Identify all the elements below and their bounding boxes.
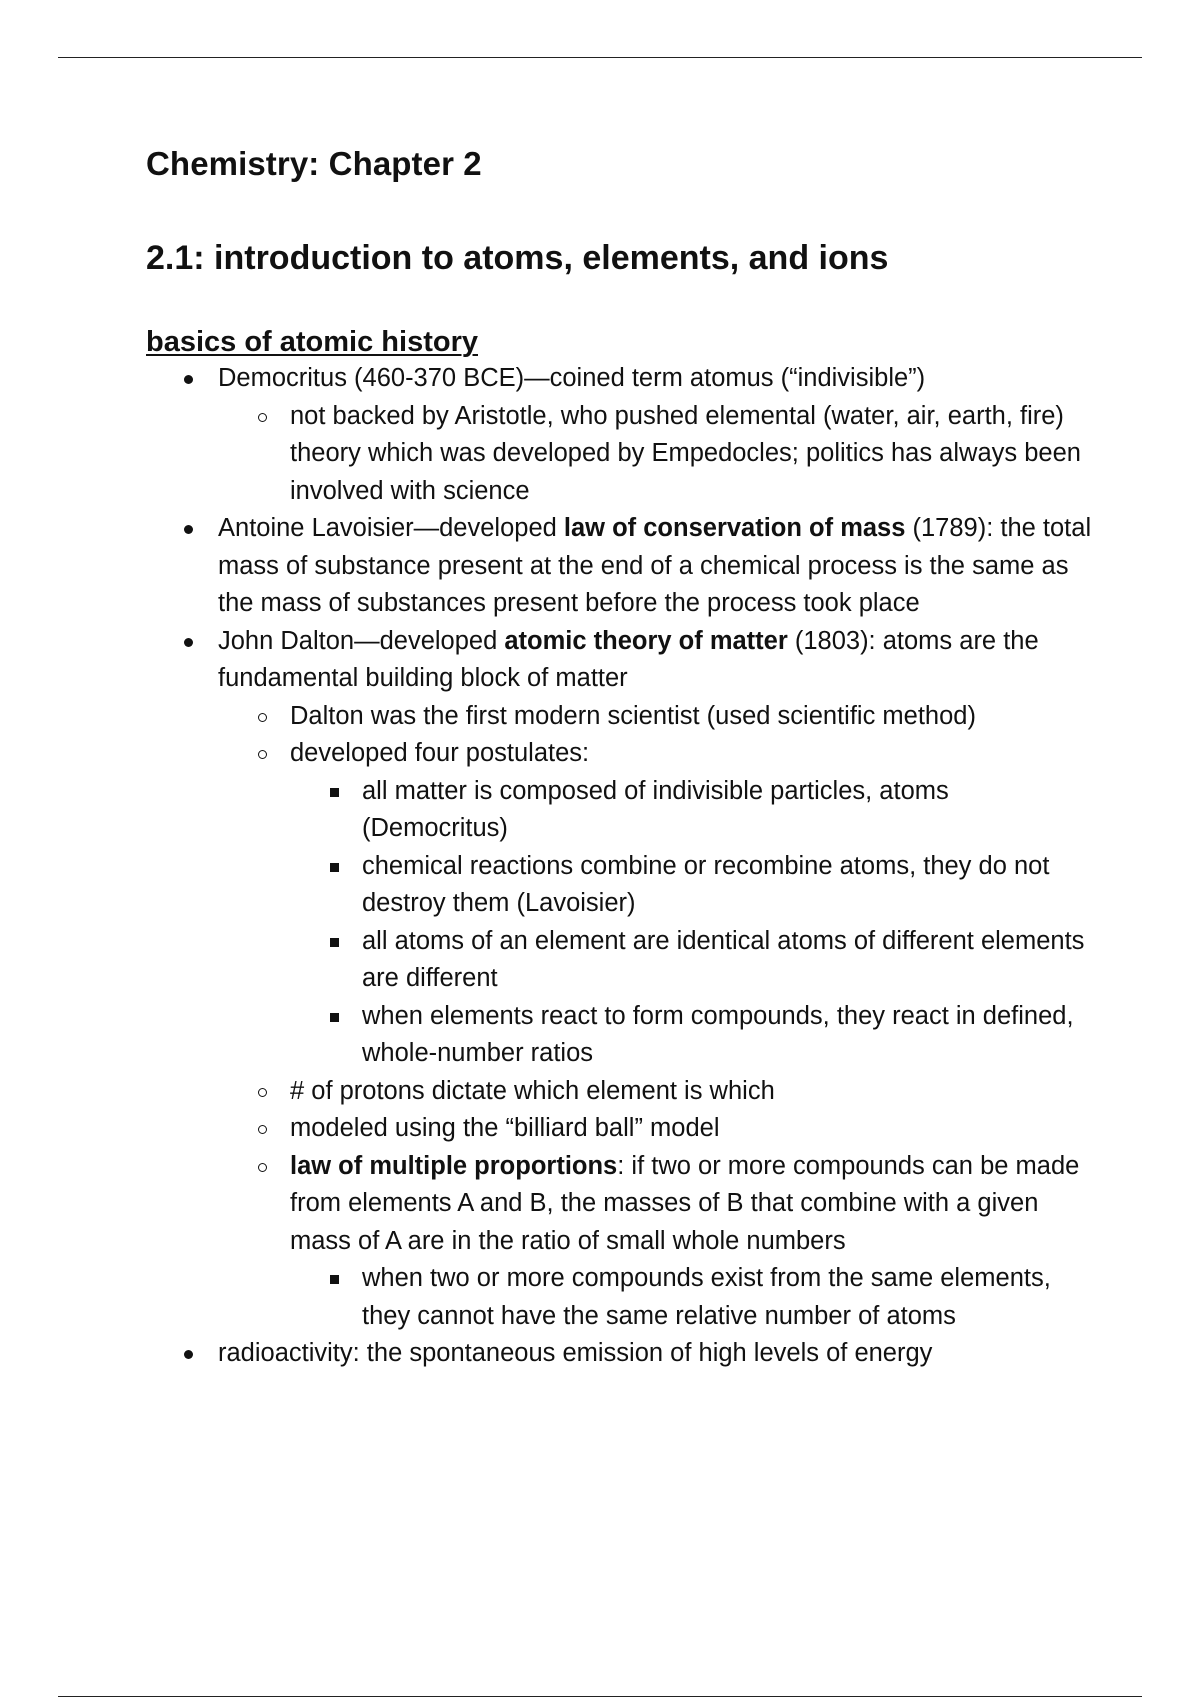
postulate-list	[290, 773, 1096, 1073]
bullet-text: Democritus (460-370 BCE)—coined term atomus (“indivisible”)	[218, 364, 926, 392]
bullet-text: when two or more compounds exist from the same elements, they cannot have the same relative number of atoms	[362, 1264, 1051, 1330]
bullet-text: when elements react to form compounds, they react in defined, whole-number ratios	[362, 1001, 1074, 1067]
bullet-dalton	[146, 623, 1096, 1336]
bullet-text: chemical reactions combine or recombine atoms, they do not destroy them (Lavoisier)	[362, 851, 1050, 917]
bullet-text: radioactivity: the spontaneous emission of high levels of energy	[218, 1339, 933, 1367]
bullet-disc-icon	[184, 1350, 193, 1359]
document-body	[146, 142, 1096, 1373]
main-bullet-list	[146, 360, 1096, 1373]
bullet-text-suffix: (1803): atoms are the fundamental building block of matter	[218, 626, 1039, 692]
subsection-title: basics of atomic history	[146, 326, 478, 358]
bullet-term: law of multiple proportions	[290, 1151, 618, 1180]
bullet-circle-icon	[258, 713, 267, 722]
postulate-item	[290, 773, 1096, 848]
bullet-text: not backed by Aristotle, who pushed elemental (water, air, earth, fire) theory which was developed by Empedocles; politics has always been involved with science	[290, 401, 1081, 505]
bullet-square-icon	[330, 938, 339, 947]
bullet-text: Dalton was the first modern scientist (used scientific method)	[290, 701, 976, 730]
bullet-circle-icon	[258, 1088, 267, 1097]
bullet-disc-icon	[184, 638, 193, 647]
bullet-text-suffix: : if two or more compounds can be made from elements A and B, the masses of B that combine with a given mass of A are in the ratio of small whole numbers	[290, 1151, 1080, 1255]
bullet-term: law of conservation of mass	[563, 514, 906, 542]
postulate-item	[290, 998, 1096, 1073]
bullet-text: modeled using the “billiard ball” model	[290, 1114, 720, 1142]
bullet-text-prefix: Antoine Lavoisier—developed	[218, 514, 564, 542]
top-rule	[58, 57, 1142, 58]
bullet-radioactivity	[146, 1335, 1096, 1373]
sub-bullet-list	[218, 398, 1096, 511]
bullet-lavoisier	[146, 510, 1096, 623]
sub-bullet-multiple-proportions	[218, 1148, 1096, 1336]
sub-bullet-protons	[218, 1073, 1096, 1111]
bullet-square-icon	[330, 788, 339, 797]
bullet-circle-icon	[258, 750, 267, 759]
multiple-proportions-note	[290, 1260, 1096, 1335]
postulate-item	[290, 923, 1096, 998]
bullet-circle-icon	[258, 1163, 267, 1172]
bullet-text: # of protons dictate which element is which	[290, 1076, 775, 1105]
bullet-text-prefix: John Dalton—developed	[218, 626, 505, 655]
bullet-text: developed four postulates:	[290, 739, 590, 767]
sub-bullet-first-scientist	[218, 698, 1096, 736]
postulate-item	[290, 848, 1096, 923]
bullet-circle-icon	[258, 1125, 267, 1134]
bullet-text-suffix: (1789): the total mass of substance present at the end of a chemical process is the same as the mass of substances present before the process took place	[218, 514, 1092, 617]
bullet-circle-icon	[258, 413, 267, 422]
bottom-rule	[58, 1696, 1142, 1697]
bullet-text: all matter is composed of indivisible particles, atoms (Democritus)	[362, 776, 949, 842]
sub-bullet-billiard-model	[218, 1110, 1096, 1148]
sub-bullet-list	[218, 698, 1096, 1336]
bullet-term: atomic theory of matter	[504, 626, 788, 655]
multiple-proportions-sub-list	[290, 1260, 1096, 1335]
bullet-democritus	[146, 360, 1096, 510]
bullet-square-icon	[330, 1013, 339, 1022]
bullet-square-icon	[330, 1275, 339, 1284]
sub-bullet-aristotle	[218, 398, 1096, 511]
bullet-disc-icon	[184, 525, 193, 534]
bullet-disc-icon	[184, 375, 193, 384]
document-title: Chemistry: Chapter 2	[146, 145, 482, 182]
bullet-square-icon	[330, 863, 339, 872]
bullet-text: all atoms of an element are identical atoms of different elements are different	[362, 926, 1085, 992]
section-title: 2.1: introduction to atoms, elements, and ions	[146, 239, 889, 277]
sub-bullet-postulates	[218, 735, 1096, 1073]
